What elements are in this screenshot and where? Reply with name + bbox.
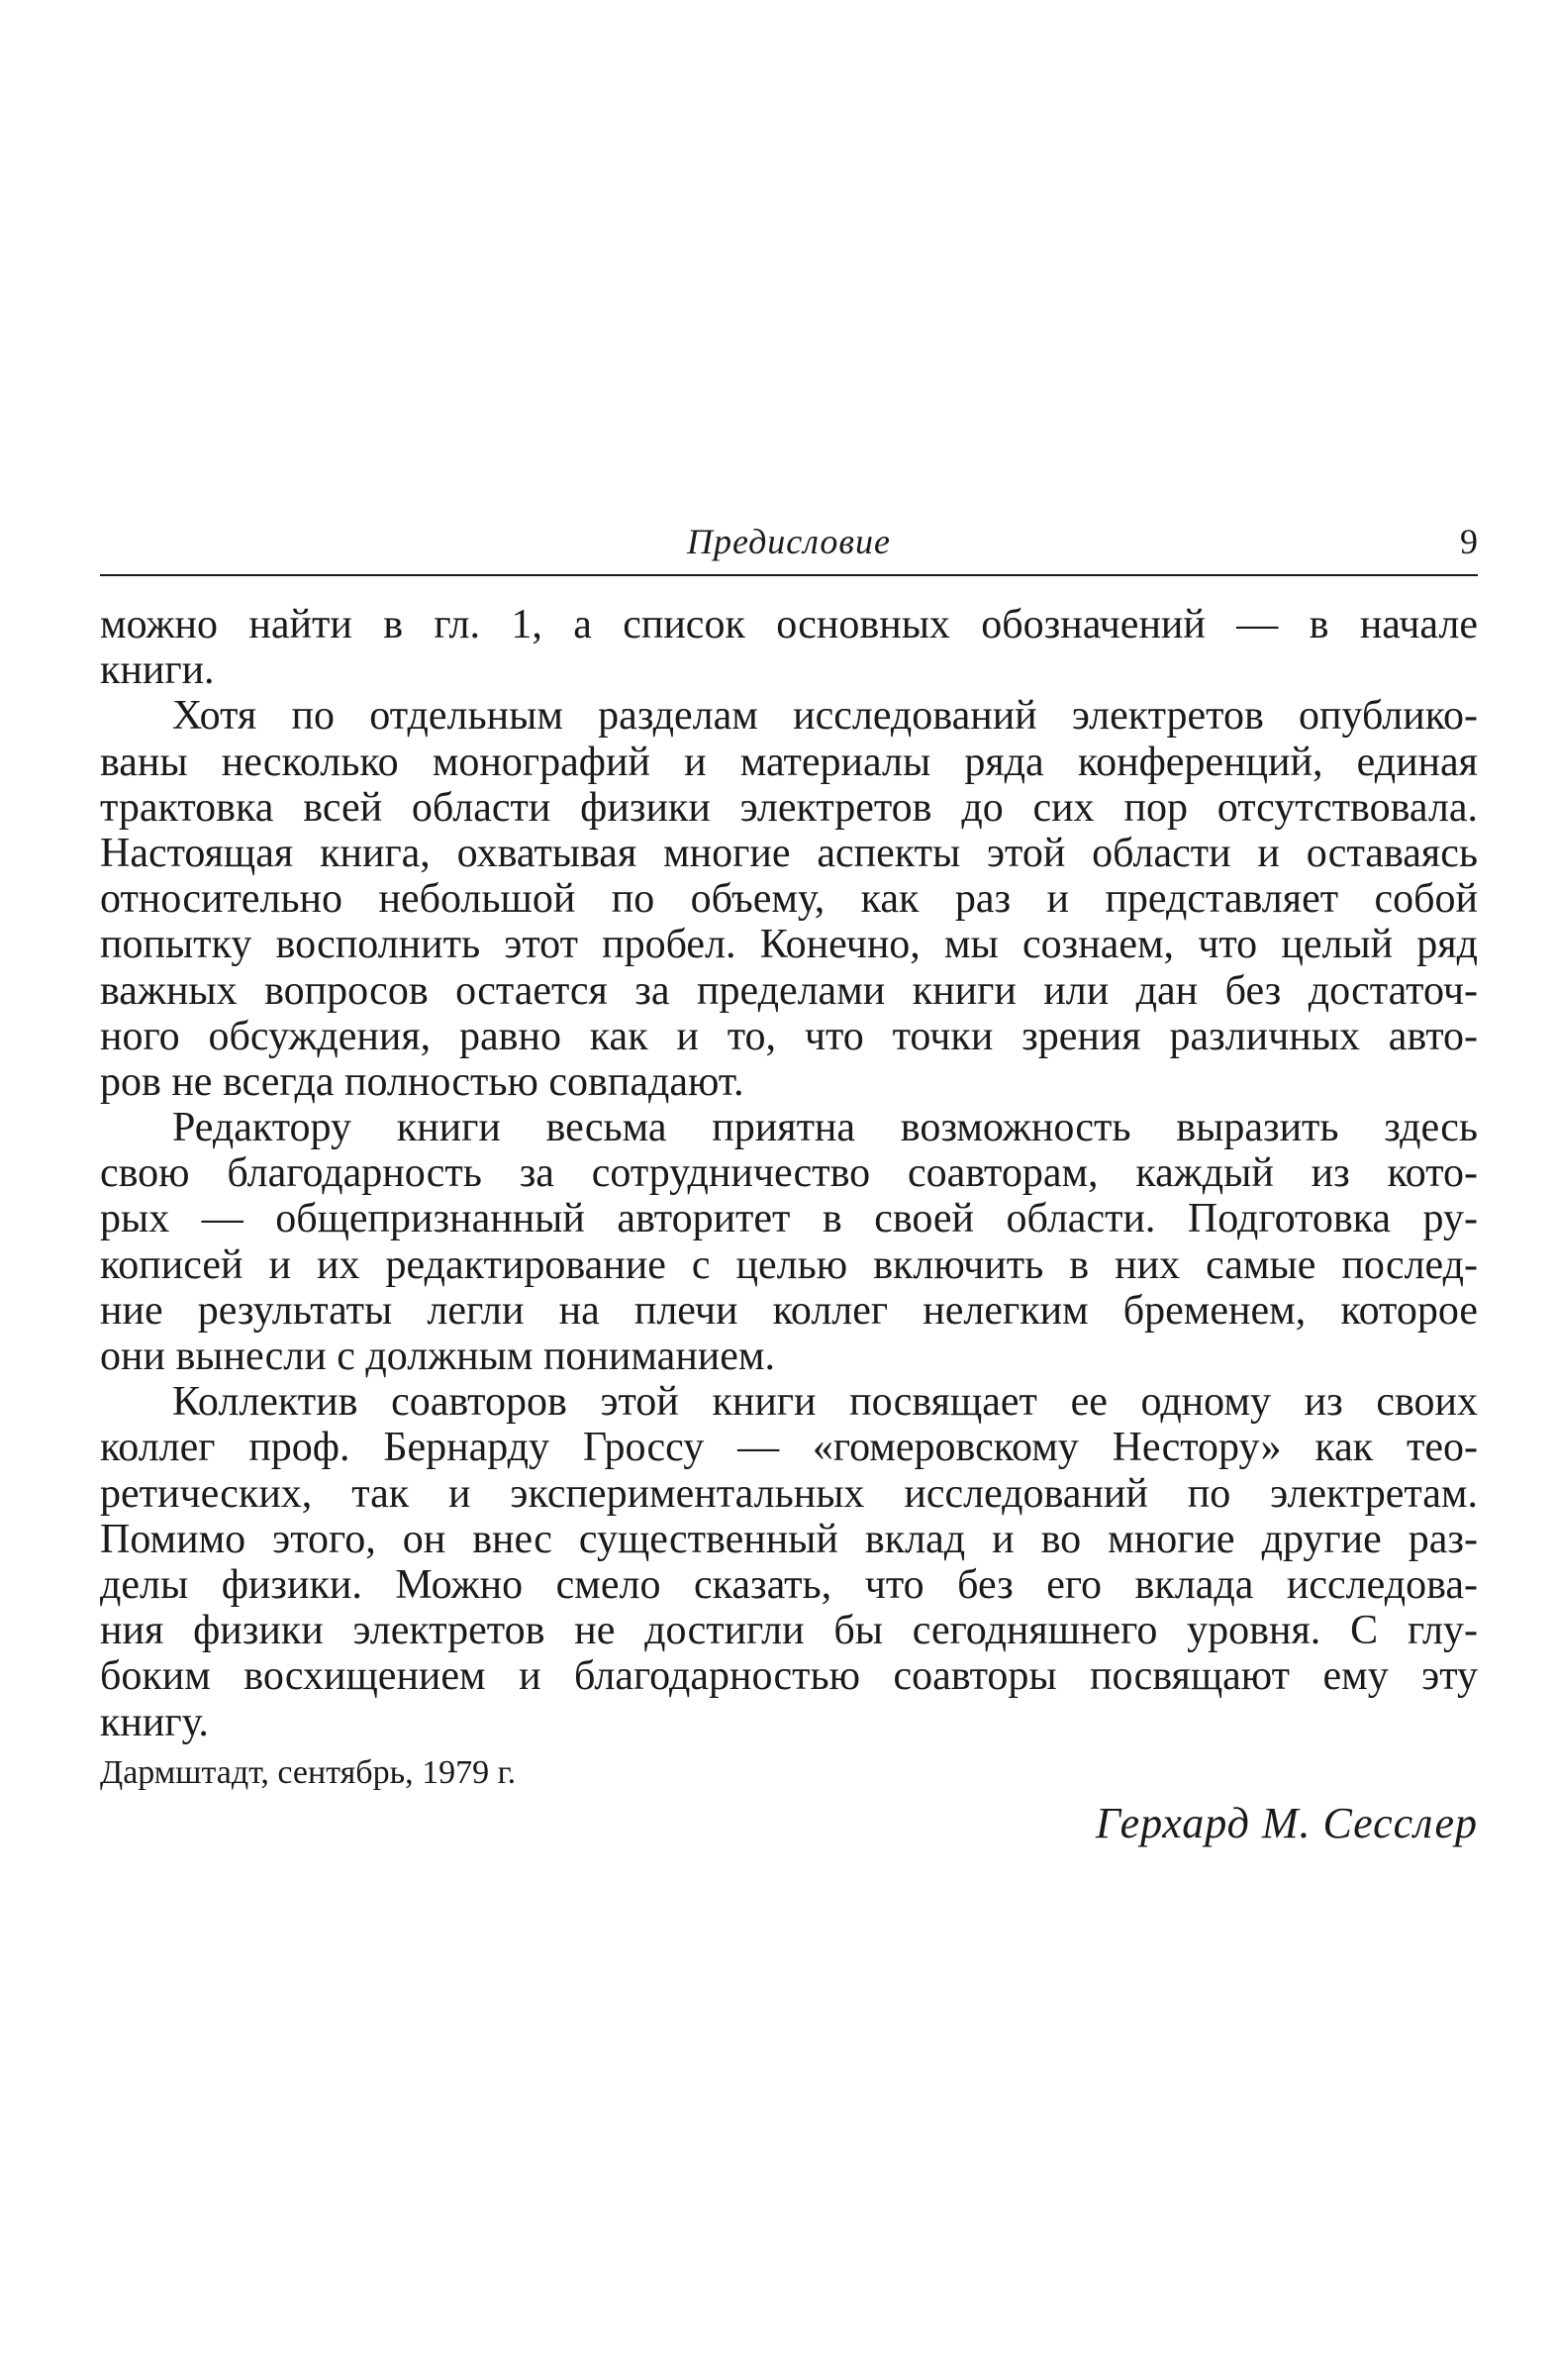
text-line: делы физики. Можно смело сказать, что без его вклада исследова- [100, 1561, 1478, 1608]
text-line: Помимо этого, он внес существенный вклад и во многие другие раз- [100, 1516, 1478, 1562]
text-line: ваны несколько монографий и материалы ряда конференций, единая [100, 739, 1478, 785]
text-line: боким восхищением и благодарностью соавторы посвящают ему эту [100, 1653, 1478, 1700]
page-header [100, 521, 1478, 566]
text-line: Редактору книги весьма приятна возможность выразить здесь [172, 1105, 1478, 1151]
text-line: ров не всегда полностью совпадают. [100, 1058, 744, 1105]
text-line: ного обсуждения, равно как и то, что точки зрения различных авто- [100, 1013, 1478, 1059]
text-line: попытку восполнить этот пробел. Конечно, мы сознаем, что целый ряд [100, 922, 1478, 968]
running-title: Предисловие [686, 522, 891, 561]
text-line: рых — общепризнанный авторитет в своей области. Подготовка ру- [100, 1196, 1478, 1242]
text-line: они вынесли с должным пониманием. [100, 1334, 775, 1379]
text-line: важных вопросов остается за пределами книги или дан без достаточ- [100, 967, 1478, 1014]
text-line: ние результаты легли на плечи коллег нелегким бременем, которое [100, 1287, 1478, 1334]
text-line: книгу. [100, 1699, 209, 1745]
text-line: ретических, так и экспериментальных исследований по электретам. [100, 1470, 1478, 1517]
page-number: 9 [1460, 522, 1478, 561]
author-signature: Герхард М. Сесслер [1095, 1799, 1478, 1847]
paragraph-4 [100, 1379, 1478, 1745]
text-line: относительно небольшой по объему, как раз и представляет собой [100, 876, 1478, 923]
dateline: Дармштадт, сентябрь, 1979 г. [100, 1754, 517, 1791]
paragraph-2 [100, 693, 1478, 1105]
body-text [100, 602, 1478, 1745]
header-rule [100, 574, 1478, 576]
text-line: Хотя по отдельным разделам исследований электретов опублико- [172, 693, 1478, 740]
text-line: Коллектив соавторов этой книги посвящает ее одному из своих [172, 1379, 1478, 1426]
text-line: книги. [100, 647, 215, 694]
text-line: ния физики электретов не достигли бы сегодняшнего уровня. С глу- [100, 1608, 1478, 1654]
text-line: свою благодарность за сотрудничество соавторам, каждый из кото- [100, 1150, 1478, 1197]
text-line: трактовка всей области физики электретов до сих пор отсутствовала. [100, 784, 1478, 831]
text-line: коллег проф. Бернарду Гроссу — «гомеровскому Нестору» как тео- [100, 1425, 1478, 1471]
paragraph-3 [100, 1105, 1478, 1379]
text-line: Настоящая книга, охватывая многие аспекты этой области и оставаясь [100, 830, 1478, 876]
paragraph-1 [100, 602, 1478, 693]
text-line: кописей и их редактирование с целью включить в них самые послед- [100, 1241, 1478, 1288]
text-line: можно найти в гл. 1, а список основных обозначений — в начале [100, 602, 1478, 647]
